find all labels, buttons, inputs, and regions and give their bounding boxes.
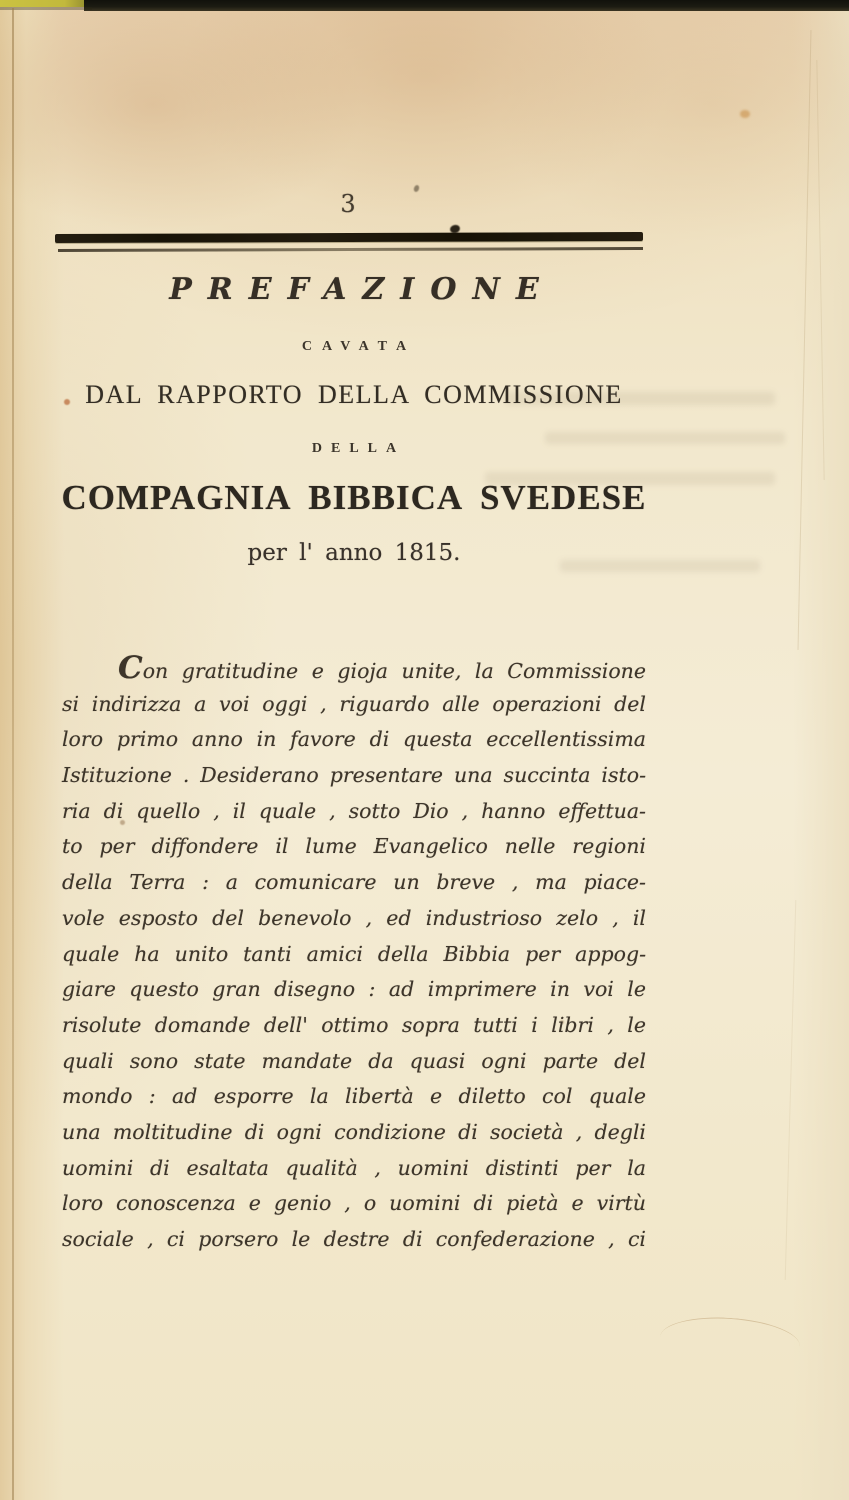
heading-cavata: CAVATA xyxy=(301,339,417,354)
divider-rule-thick xyxy=(55,232,643,243)
heading-rapporto: DAL RAPPORTO DELLA COMMISSIONE xyxy=(85,380,623,409)
body-line: quali sono state mandate da quasi ogni parte del xyxy=(62,1048,646,1073)
spine-fold-line xyxy=(12,8,14,1500)
body-line: uomini di esaltata qualità , uomini distinti per la xyxy=(62,1155,646,1180)
page-number: 3 xyxy=(340,190,356,218)
body-line: Istituzione . Desiderano presentare una succinta isto- xyxy=(62,763,646,788)
heading-organization: COMPAGNIA BIBBICA SVEDESE xyxy=(61,478,647,517)
body-line: si indirizza a voi oggi , riguardo alle operazioni del xyxy=(62,691,646,716)
body-line: sociale , ci porsero le destre di confederazione , ci xyxy=(62,1227,646,1251)
heading-year: per l' anno 1815. xyxy=(247,540,461,566)
body-paragraph xyxy=(62,651,646,1258)
body-line: giare questo gran disegno : ad imprimere in voi le xyxy=(62,977,646,1002)
body-line: quale ha unito tanti amici della Bibbia per appog- xyxy=(62,941,646,966)
body-line: loro conoscenza e genio , o uomini di pietà e virtù xyxy=(62,1191,646,1216)
body-line: della Terra : a comunicare un breve , ma piace- xyxy=(62,870,646,895)
paper-crease xyxy=(659,1313,802,1370)
body-line: una moltitudine di ogni condizione di società , degli xyxy=(62,1119,646,1144)
body-line: loro primo anno in favore di questa eccellentissima xyxy=(62,727,646,752)
paper-crease xyxy=(816,60,824,480)
scan-top-band xyxy=(84,0,849,11)
paper-crease xyxy=(798,30,812,650)
body-line: mondo : ad esporre la libertà e diletto col quale xyxy=(62,1084,646,1109)
body-line: risolute domande dell' ottimo sopra tutti i libri , le xyxy=(62,1012,646,1037)
body-line: Con gratitudine e gioja unite, la Commissione xyxy=(118,650,646,686)
heading-della: DELLA xyxy=(311,441,406,456)
ink-speck xyxy=(413,184,420,192)
divider-rule-thin xyxy=(58,247,643,252)
film-edge-strip xyxy=(0,0,92,7)
heading-prefazione: PREFAZIONE xyxy=(169,272,555,307)
foxing-stain xyxy=(740,110,750,118)
body-line: vole esposto del benevolo , ed industrioso zelo , il xyxy=(62,905,646,930)
paper-crease xyxy=(785,900,797,1280)
body-line: ria di quello , il quale , sotto Dio , hanno effettua- xyxy=(62,798,646,823)
body-line: to per diffondere il lume Evangelico nelle regioni xyxy=(62,834,646,859)
